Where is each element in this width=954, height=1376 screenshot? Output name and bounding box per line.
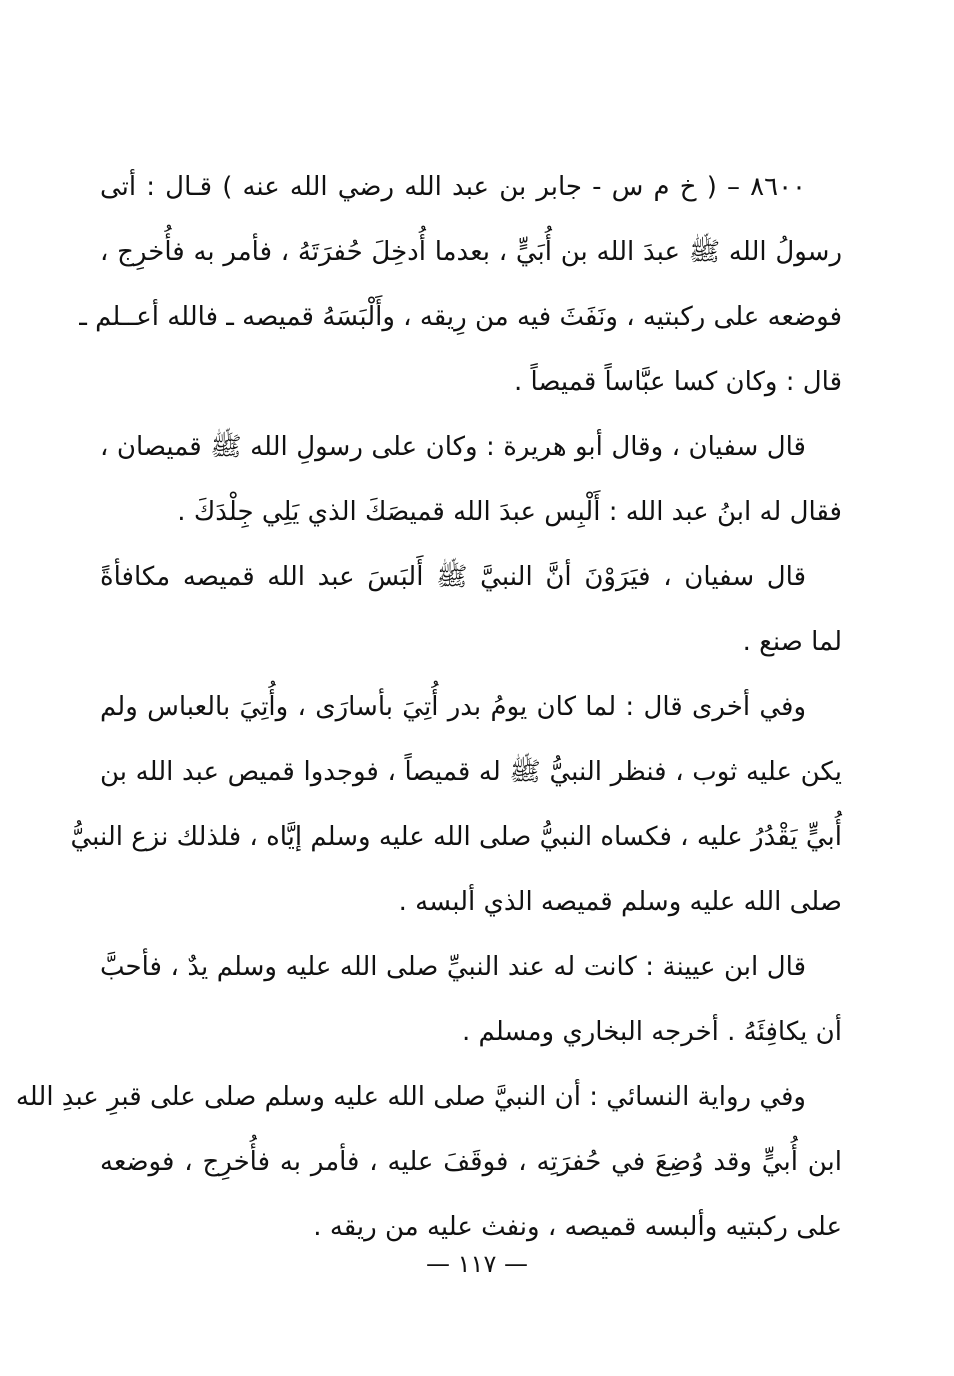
hadith-text (15, 155, 842, 1260)
text-line: قال سفيان ، وقال أبو هريرة : وكان على رسولِ الله ﷺ قميصان ، (100, 432, 806, 462)
text-line: أن يكافِئَهُ . أخرجه البخاري ومسلم . (461, 1017, 842, 1047)
text-line: وفي أخرى قال : لما كان يومُ بدر أُتِيَ بأسارَى ، وأُتِيَ بالعباس ولم (100, 692, 806, 722)
text-line: فقال له ابنُ عبد الله : أَلْبِس عبدَ الله قميصَكَ الذي يَلِي جِلْدَكَ . (177, 497, 842, 527)
page-number: — ١١٧ — (426, 1250, 528, 1278)
text-line: صلى الله عليه وسلم قميصه الذي ألبسه . (398, 887, 842, 917)
text-line: رسولُ الله ﷺ عبدَ الله بن أُبَيٍّ ، بعدما أُدخِلَ حُفرَتَهُ ، فأمر به فأُخرِج ، (100, 237, 842, 267)
text-line: قال : وكان كسا عبَّاساً قميصاً . (513, 367, 842, 397)
text-line: يكن عليه ثوب ، فنظر النبيُّ ﷺ له قميصاً ، فوجدوا قميص عبد الله بن (100, 757, 842, 787)
text-line: قال سفيان ، فيَرَوْنَ أنَّ النبيَّ ﷺ أَلبَسَ عبد الله قميصه مكافأةً (100, 562, 806, 592)
text-line: على ركبتيه وألبسه قميصه ، ونفث عليه من ريقه . (313, 1212, 842, 1242)
text-line: أُبيٍّ يَقْدُرُ عليه ، فكساه النبيُّ صلى الله عليه وسلم إيَّاه ، فلذلك نزع النبيُّ (70, 822, 842, 852)
text-line: وفي رواية النسائي : أن النبيَّ صلى الله عليه وسلم صلى على قبرِ عبدِ الله (15, 1082, 806, 1112)
text-line: قال ابن عيينة : كانت له عند النبيِّ صلى الله عليه وسلم يدٌ ، فأحبَّ (100, 952, 806, 982)
text-line: ابن أُبيٍّ وقد وُضِعَ في حُفرَتِه ، فوقَفَ عليه ، فأمر به فأُخرِج ، فوضعه (100, 1147, 842, 1177)
text-line: فوضعه على ركبتيه ، ونَفَثَ فيه من رِيقه ، وأَلْبَسَهُ قميصه ـ فالله أعــلم ـ (79, 302, 842, 332)
text-line-hadith-heading: ٨٦٠٠ – ( خ م س - جابر بن عبد الله رضي الله عنه ) قـال : أتى (100, 172, 806, 202)
text-line: لما صنع . (742, 627, 842, 657)
